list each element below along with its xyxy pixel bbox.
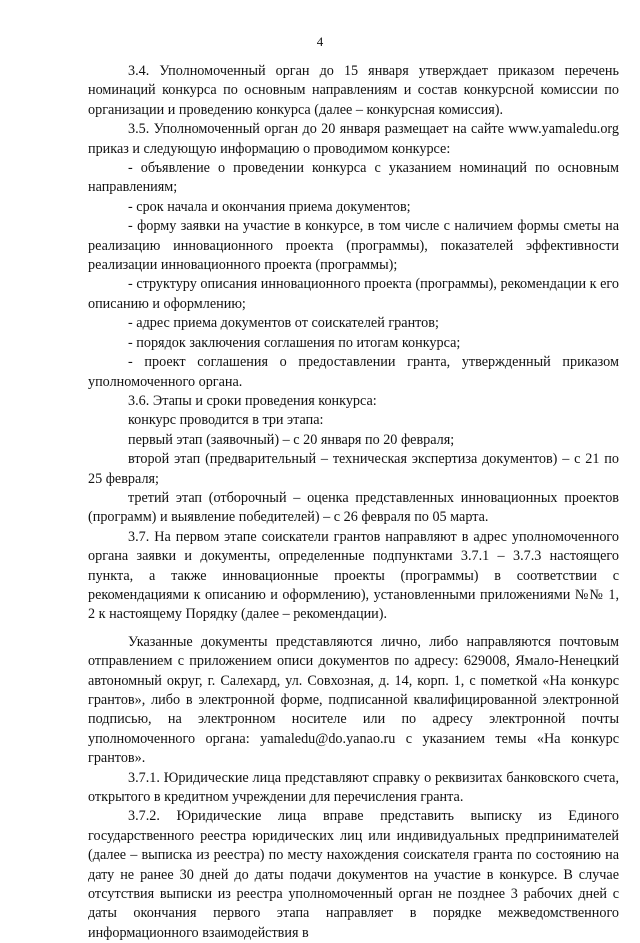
list-item-application-form: - форму заявки на участие в конкурсе, в том числе с наличием формы сметы на реализацию инновационного проекта (программы), показателей эффективности реализации инновационного проекта (программы); xyxy=(88,218,619,274)
stages-intro: конкурс проводится в три этапа: xyxy=(128,412,324,429)
paragraph-3-4: 3.4. Уполномоченный орган до 15 января утверждает приказом перечень номинаций конкурса по основным направлениям и состав конкурсной комиссии по организации и проведению конкурса (далее – конкурсная комиссия). xyxy=(88,63,619,118)
paragraph-documents-submission: Указанные документы представляются лично, либо направляются почтовым отправлением с приложением описи документов по адресу: 629008, Ямало-Ненецкий автономный округ, г. Салехард, ул. Совхозная, д. 14, корп. 1, с пометкой «На конкурс грантов», либо в электронной форме, подписанной квалифицированной электронной подписью, на электронном носителе или по адресу электронной почты уполномоченного органа: yamaledu@do.yanao.ru с указанием темы «На конкурс грантов». xyxy=(88,633,619,767)
stage-three: третий этап (отборочный – оценка представленных инновационных проектов (программ) и выявление победителей) – с 26 февраля по 05 марта. xyxy=(88,489,619,526)
paragraph-3-7: 3.7. На первом этапе соискатели грантов направляют в адрес уполномоченного органа заявки и документы, определенные подпунктами 3.7.1 – 3.7.3 настоящего пункта, а также инновационные проекты (программы) в соответствии с рекомендациями к описанию и оформлению), установленными приложениями №№ 1, 2 к настоящему Порядку (далее – рекомендации). xyxy=(88,528,619,623)
paragraph-3-7-1: 3.7.1. Юридические лица представляют справку о реквизитах банковского счета, открытого в кредитном учреждении для перечисления гранта. xyxy=(88,769,619,806)
stage-one: первый этап (заявочный) – с 20 января по 20 февраля; xyxy=(128,431,455,448)
list-item-address: - адрес приема документов от соискателей грантов; xyxy=(128,315,439,332)
paragraph-3-5: 3.5. Уполномоченный орган до 20 января размещает на сайте www.yamaledu.org приказ и следующую информацию о проводимом конкурсе: xyxy=(88,121,619,157)
list-item-agreement-procedure: - порядок заключения соглашения по итогам конкурса; xyxy=(128,334,461,351)
list-item-announcement: - объявление о проведении конкурса с указанием номинаций по основным направлениям; xyxy=(88,160,619,196)
paragraph-3-7-2: 3.7.2. Юридические лица вправе представить выписку из Единого государственного реестра юридических лиц или индивидуальных предпринимателей (далее – выписка из реестра) по месту нахождения соискателя гранта по состоянию на дату не ранее 30 дней до даты подачи документов на участие в конкурсе. В случае отсутствия выписки из реестра уполномоченный орган не позднее 3 рабочих дней с даты окончания первого этапа направляет в порядке межведомственного информационного взаимодействия в xyxy=(88,808,619,941)
stage-two: второй этап (предварительный – техническая экспертиза документов) – с 21 по 25 февраля; xyxy=(88,451,619,487)
list-item-project-structure: - структуру описания инновационного проекта (программы), рекомендации к его описанию и оформлению; xyxy=(88,276,619,312)
paragraph-3-6: 3.6. Этапы и сроки проведения конкурса: xyxy=(128,392,377,409)
list-item-agreement-draft: - проект соглашения о предоставлении гранта, утвержденный приказом уполномоченного органа. xyxy=(88,354,619,390)
document-body xyxy=(88,62,619,943)
list-item-deadlines: - срок начала и окончания приема документов; xyxy=(128,198,411,215)
page-number: 4 xyxy=(316,34,324,49)
